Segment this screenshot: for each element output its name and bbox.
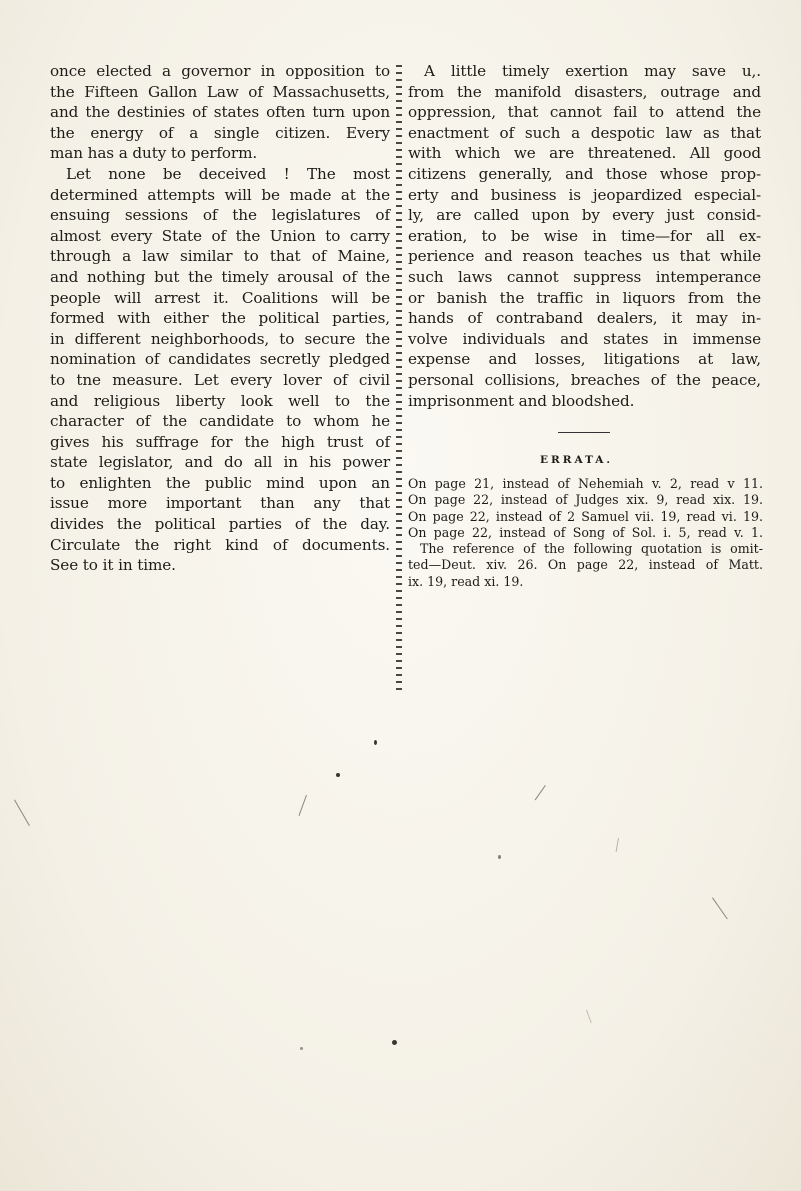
paper-scratch [712,897,728,919]
text-line: eration, to be wise in time—for all ex- [408,226,761,245]
text-line: divides the political parties of the day. [50,515,390,534]
text-line: with which we are threatened. All good [408,144,761,163]
errata-line: ix. 19, read xi. 19. [408,573,524,589]
text-line: and nothing but the timely arousal of the [50,267,390,286]
text-line: perience and reason teaches us that while [408,247,761,266]
text-line: from the manifold disasters, outrage and [408,82,761,101]
text-line: once elected a governor in opposition to [50,62,390,80]
paper-scratch [586,1010,592,1023]
errata-line: ted—Deut. xiv. 26. On page 22, instead of Matt. [408,557,763,573]
text-line: almost every State of the Union to carry [50,226,390,245]
text-line: people will arrest it. Coalitions will be [50,288,390,307]
errata-line: The reference of the following quotation is omit- [420,541,763,557]
text-line: issue more important than any that [50,494,390,513]
errata-heading: ERRATA. [540,454,614,466]
text-line: erty and business is jeopardized especial- [408,185,761,204]
text-line: ensuing sessions of the legislatures of [50,206,390,225]
ink-speck [300,1047,303,1050]
text-line: such laws cannot suppress intemperance [408,267,761,286]
text-line: state legislator, and do all in his power [50,453,390,472]
text-line: and religious liberty look well to the [50,391,390,410]
text-line: hands of contraband dealers, it may in- [408,309,761,328]
paper-scratch [298,795,306,816]
errata-line: On page 22, instead of 2 Samuel vii. 19, read vi. 19. [408,508,763,524]
text-line: personal collisions, breaches of the peace, [408,370,761,389]
left-text-column [50,61,390,576]
column-divider [396,62,402,690]
text-line: in different neighborhoods, to secure the [50,329,390,348]
text-line: man has a duty to perform. [50,144,258,163]
paper-scratch [535,785,546,800]
text-line: character of the candidate to whom he [50,412,390,431]
text-line: or banish the traffic in liquors from the [408,288,761,307]
text-line: See to it in time. [50,556,176,575]
paper-scratch [616,838,619,852]
text-line: determined attempts will be made at the [50,185,390,204]
text-line: formed with either the political parties, [50,309,390,328]
text-line: enactment of such a despotic law as that [408,123,761,142]
errata-line: On page 22, instead of Song of Sol. i. 5, read v. 1. [408,524,763,540]
text-line: gives his suffrage for the high trust of [50,432,390,451]
paper-scratch [14,800,30,826]
text-line: nomination of candidates secretly pledged [50,350,390,369]
errata-line: On page 21, instead of Nehemiah v. 2, read v 11. [408,476,763,491]
ink-speck [392,1040,397,1045]
text-line: to enlighten the public mind upon an [50,473,390,492]
text-line: the energy of a single citizen. Every [50,123,390,142]
errata-list [408,476,763,590]
ink-speck [374,740,377,745]
text-line: through a law similar to that of Maine, [50,247,390,266]
text-line: citizens generally, and those whose prop- [408,164,761,183]
text-line: ly, are called upon by every just consid- [408,206,761,225]
text-line: A little timely exertion may save u,. [424,62,761,80]
text-line: imprisonment and bloodshed. [408,391,635,410]
text-line: and the destinies of states often turn upon [50,103,390,122]
text-line: Let none be deceived ! The most [66,164,390,183]
right-text-column [408,61,761,411]
text-line: expense and losses, litigations at law, [408,350,761,369]
text-line: volve individuals and states in immense [408,329,761,348]
text-line: the Fifteen Gallon Law of Massachusetts, [50,82,390,101]
ink-speck [498,855,501,859]
section-rule [558,432,610,433]
text-line: Circulate the right kind of documents. [50,535,390,554]
text-line: oppression, that cannot fail to attend the [408,103,761,122]
text-line: to tne measure. Let every lover of civil [50,370,390,389]
errata-line: On page 22, instead of Judges xix. 9, read xix. 19. [408,492,763,508]
ink-speck [336,773,340,777]
